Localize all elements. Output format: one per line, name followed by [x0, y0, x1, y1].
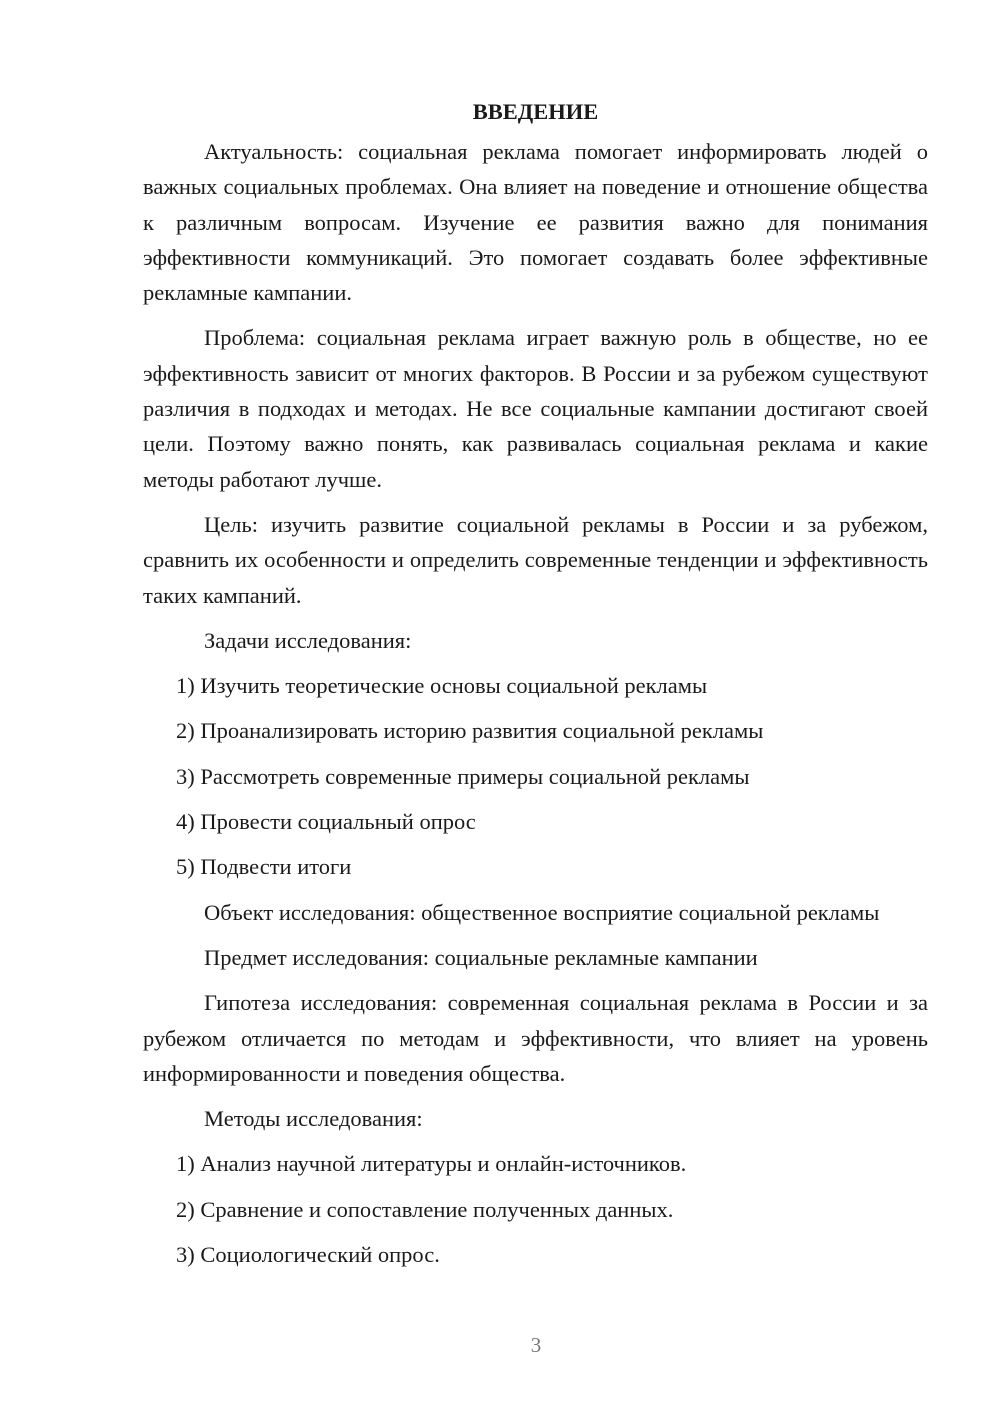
- object-paragraph: Объект исследования: общественное восприятие социальной рекламы: [204, 899, 880, 925]
- task-item: 3) Рассмотреть современные примеры социальной рекламы: [176, 763, 750, 789]
- page-content: [143, 94, 928, 1282]
- method-item: 1) Анализ научной литературы и онлайн-источников.: [176, 1151, 687, 1177]
- goal-paragraph: Цель: изучить развитие социальной рекламы в России и за рубежом, сравнить их особенности и определить современные тенденции и эффективность таких кампаний.: [143, 511, 928, 608]
- method-item: 2) Сравнение и сопоставление полученных данных.: [176, 1196, 674, 1222]
- task-item: 5) Подвести итоги: [176, 854, 352, 880]
- hypothesis-paragraph: Гипотеза исследования: современная социальная реклама в России и за рубежом отличается по методам и эффективности, что влияет на уровень информированности и поведения общества.: [143, 990, 928, 1086]
- page-title: ВВЕДЕНИЕ: [472, 99, 599, 124]
- task-item: 4) Провести социальный опрос: [176, 809, 476, 835]
- subject-paragraph: Предмет исследования: социальные рекламные кампании: [204, 944, 758, 970]
- method-item: 3) Социологический опрос.: [176, 1242, 440, 1268]
- methods-heading: Методы исследования:: [204, 1106, 423, 1132]
- relevance-paragraph: Актуальность: социальная реклама помогает информировать людей о важных социальных проблемах. Она влияет на поведение и отношение общества к различным вопросам. Изучение ее развития важно для понимания эффективности коммуникаций. Это помогает создавать более эффективные рекламные кампании.: [143, 139, 928, 306]
- tasks-heading: Задачи исследования:: [204, 627, 412, 653]
- task-item: 1) Изучить теоретические основы социальной рекламы: [176, 673, 708, 699]
- page-number: 3: [530, 1333, 542, 1357]
- problem-paragraph: Проблема: социальная реклама играет важную роль в обществе, но ее эффективность зависит от многих факторов. В России и за рубежом существуют различия в подходах и методах. Не все социальные кампании достигают своей цели. Поэтому важно понять, как развивалась социальная реклама и какие методы работают лучше.: [143, 325, 928, 492]
- task-item: 2) Проанализировать историю развития социальной рекламы: [176, 718, 764, 744]
